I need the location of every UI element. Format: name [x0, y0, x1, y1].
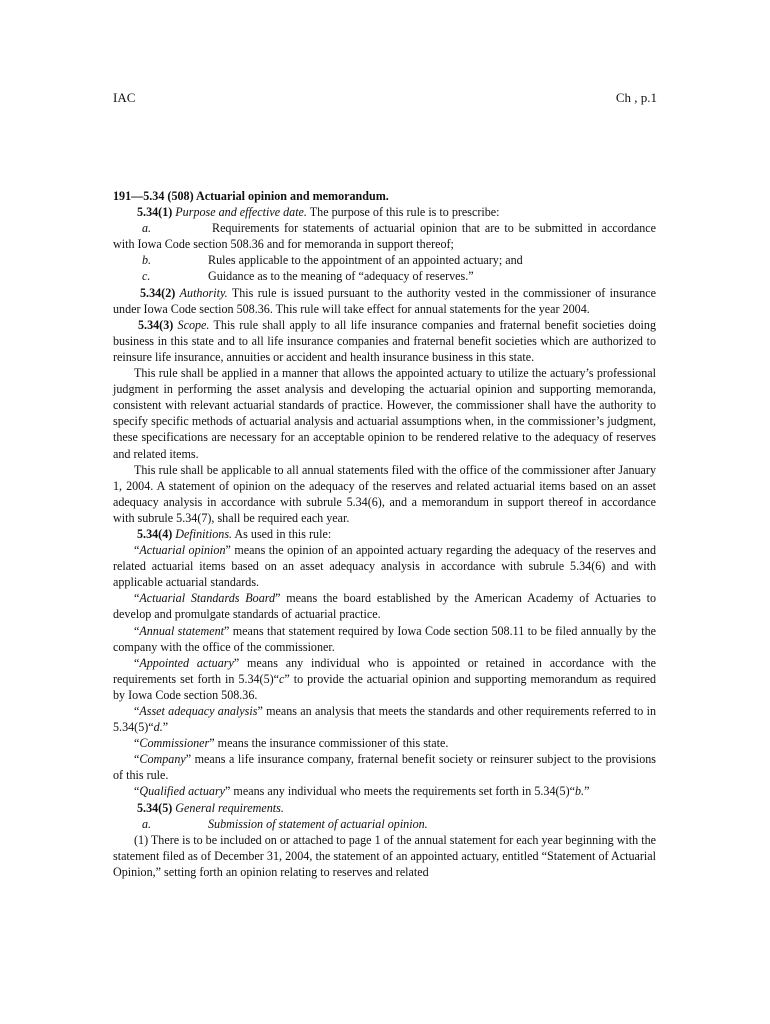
subrule-text: The purpose of this rule is to prescribe: — [306, 205, 500, 220]
definition-actuarial-standards-board: “Actuarial Standards Board” means the board established by the American Academy of Actuaries to develop and promulgate standards of actuarial practice. — [113, 591, 657, 622]
definition-text: means an analysis that meets the standards and other requirements referred to in 5.34(5)“ — [113, 704, 656, 735]
subrule-text: This rule shall apply to all life insurance companies and fraternal benefit societies doing business in this state and to all life insurance companies and fraternal benefit societies which are authorized to reinsure life insurance, annuities or accident and health insurance business in this state. — [113, 317, 656, 364]
subrule-number: 5.34(1) — [137, 205, 173, 220]
item-text: Requirements for statements of actuarial opinion that are to be submitted in accordance with Iowa Code section 508.36 and for memoranda in support thereof; — [113, 221, 656, 252]
definition-term: Company — [139, 752, 186, 767]
cross-reference: d. — [153, 720, 163, 735]
paragraph-c — [113, 268, 656, 284]
item-heading: Submission of statement of actuarial opinion. — [208, 816, 428, 831]
item-text: Guidance as to the meaning of “adequacy of reserves.” — [208, 269, 474, 284]
definition-term: Appointed actuary — [139, 655, 234, 670]
subrule-5-34-3 — [113, 317, 656, 365]
definition-tail: ” to provide the actuarial opinion and supporting memorandum as required by Iowa Code section 508.36. — [113, 671, 656, 702]
definition-term: Qualified actuary — [139, 784, 226, 799]
item-text: Rules applicable to the appointment of an appointed actuary; and — [208, 253, 523, 268]
subrule-text: As used in this rule: — [232, 526, 332, 541]
paragraph-application: This rule shall be applied in a manner that allows the appointed actuary to utilize the actuary’s professional judgment in performing the asset analysis and developing the actuarial opinion and supporting memoranda, consistent with relevant actuarial standards of practice. However, the commissioner shall have the authority to specify specific methods of actuarial analysis and actuarial assumptions when, in the commissioner’s judgment, these specifications are necessary for an acceptable opinion to be rendered relative to the adequacy of reserves and related items. — [113, 366, 656, 461]
subrule-5-34-5 — [113, 800, 656, 816]
cross-reference: b. — [575, 784, 585, 799]
definition-actuarial-opinion: “Actuarial opinion” means the opinion of an appointed actuary regarding the adequacy of the reserves and related actuarial items based on an asset adequacy analysis in accordance with subrule 5.34(6) and with applicable actuarial standards. — [113, 543, 656, 590]
subrule-text: This rule is issued pursuant to the authority vested in the commissioner of insurance under Iowa Code section 508.36. This rule will take effect for annual statements for the year 2004. — [113, 285, 657, 316]
definition-qualified-actuary: “Qualified actuary” means any individual who meets the requirements set forth in 5.34(5)“b.” — [134, 784, 590, 799]
definition-asset-adequacy-analysis: “Asset adequacy analysis” means an analysis that meets the standards and other requirements referred to in 5.34(5)“d.” — [113, 704, 656, 735]
definition-annual-statement: “Annual statement” means that statement required by Iowa Code section 508.11 to be filed annually by the company with the office of the commissioner. — [113, 623, 656, 654]
subrule-heading: Authority. — [179, 285, 228, 300]
subrule-number: 5.34(3) — [138, 317, 174, 332]
definition-term: Asset adequacy analysis — [139, 704, 258, 718]
subrule-number: 5.34(2) — [140, 285, 176, 300]
item-label: a. — [142, 816, 152, 831]
item-label: b. — [142, 253, 152, 268]
definition-appointed-actuary: “Appointed actuary” means any individual who is appointed or retained in accordance with the requirements set forth in 5.34(5)“c” to provide the actuarial opinion and supporting memorandum as required by Iowa Code section 508.36. — [113, 655, 656, 702]
subrule-5-34-2 — [113, 285, 656, 317]
definition-text: means the opinion of an appointed actuary regarding the adequacy of the reserves and related actuarial items based on an asset adequacy analysis in accordance with subrule 5.34(6) and with applicable actuarial standards. — [113, 543, 656, 590]
item-label: a. — [142, 221, 152, 236]
definition-text: means the board established by the American Academy of Actuaries to develop and promulgate standards of actuarial practice. — [113, 591, 657, 622]
definition-tail: ” — [162, 720, 169, 735]
definition-text: means a life insurance company, fraternal benefit society or reinsurer subject to the provisions of this rule. — [113, 752, 656, 783]
subrule-heading: Purpose and effective date. — [175, 205, 307, 220]
subrule-heading: Definitions. — [175, 526, 233, 541]
definition-text: means any individual who is appointed or retained in accordance with the requirements set forth in 5.34(5)“ — [113, 655, 656, 686]
paragraph-b — [113, 252, 656, 268]
paragraph-5-34-5-a — [113, 816, 656, 832]
definition-text: means that statement required by Iowa Code section 508.11 to be filed annually by the company with the office of the commissioner. — [113, 623, 656, 654]
definition-commissioner: “Commissioner” means the insurance commissioner of this state. — [134, 736, 449, 751]
subrule-number: 5.34(4) — [137, 526, 173, 541]
item-label: c. — [142, 269, 151, 284]
rule-title: 191—5.34 (508) Actuarial opinion and memorandum. — [113, 189, 389, 203]
subrule-heading: Scope. — [177, 317, 210, 332]
definition-term: Annual statement — [139, 623, 225, 638]
definition-term: Actuarial opinion — [139, 543, 226, 558]
subrule-5-34-1 — [113, 204, 656, 220]
document-body — [113, 188, 656, 880]
paragraph-a — [113, 220, 656, 252]
running-header-right: Ch , p.1 — [615, 90, 657, 105]
subrule-number: 5.34(5) — [137, 800, 173, 815]
definition-term: Actuarial Standards Board — [139, 591, 276, 606]
definition-text: means any individual who meets the requirements set forth in 5.34(5)“ — [230, 784, 575, 799]
definition-tail: ” — [584, 784, 590, 799]
subrule-heading: General requirements. — [175, 800, 284, 815]
definition-company: “Company” means a life insurance company, fraternal benefit society or reinsurer subject to the provisions of this rule. — [113, 752, 656, 783]
running-header-left: IAC — [113, 90, 136, 105]
paragraph-applicability: This rule shall be applicable to all annual statements filed with the office of the commissioner after January 1, 2004. A statement of opinion on the adequacy of the reserves and related actuarial items based on an asset adequacy analysis in accordance with subrule 5.34(6), and a memorandum in support thereof in accordance with subrule 5.34(7), shall be required each year. — [113, 462, 656, 525]
subparagraph-1: (1) There is to be included on or attached to page 1 of the annual statement for each year beginning with the statement filed as of December 31, 2004, the statement of an appointed actuary, entitled “Statement of Actuarial Opinion,” setting forth an opinion relating to reserves and related — [113, 832, 656, 879]
cross-reference: c — [279, 671, 285, 686]
subrule-5-34-4 — [113, 526, 656, 542]
definition-term: Commissioner — [139, 736, 210, 751]
definition-text: means the insurance commissioner of this state. — [214, 736, 449, 751]
